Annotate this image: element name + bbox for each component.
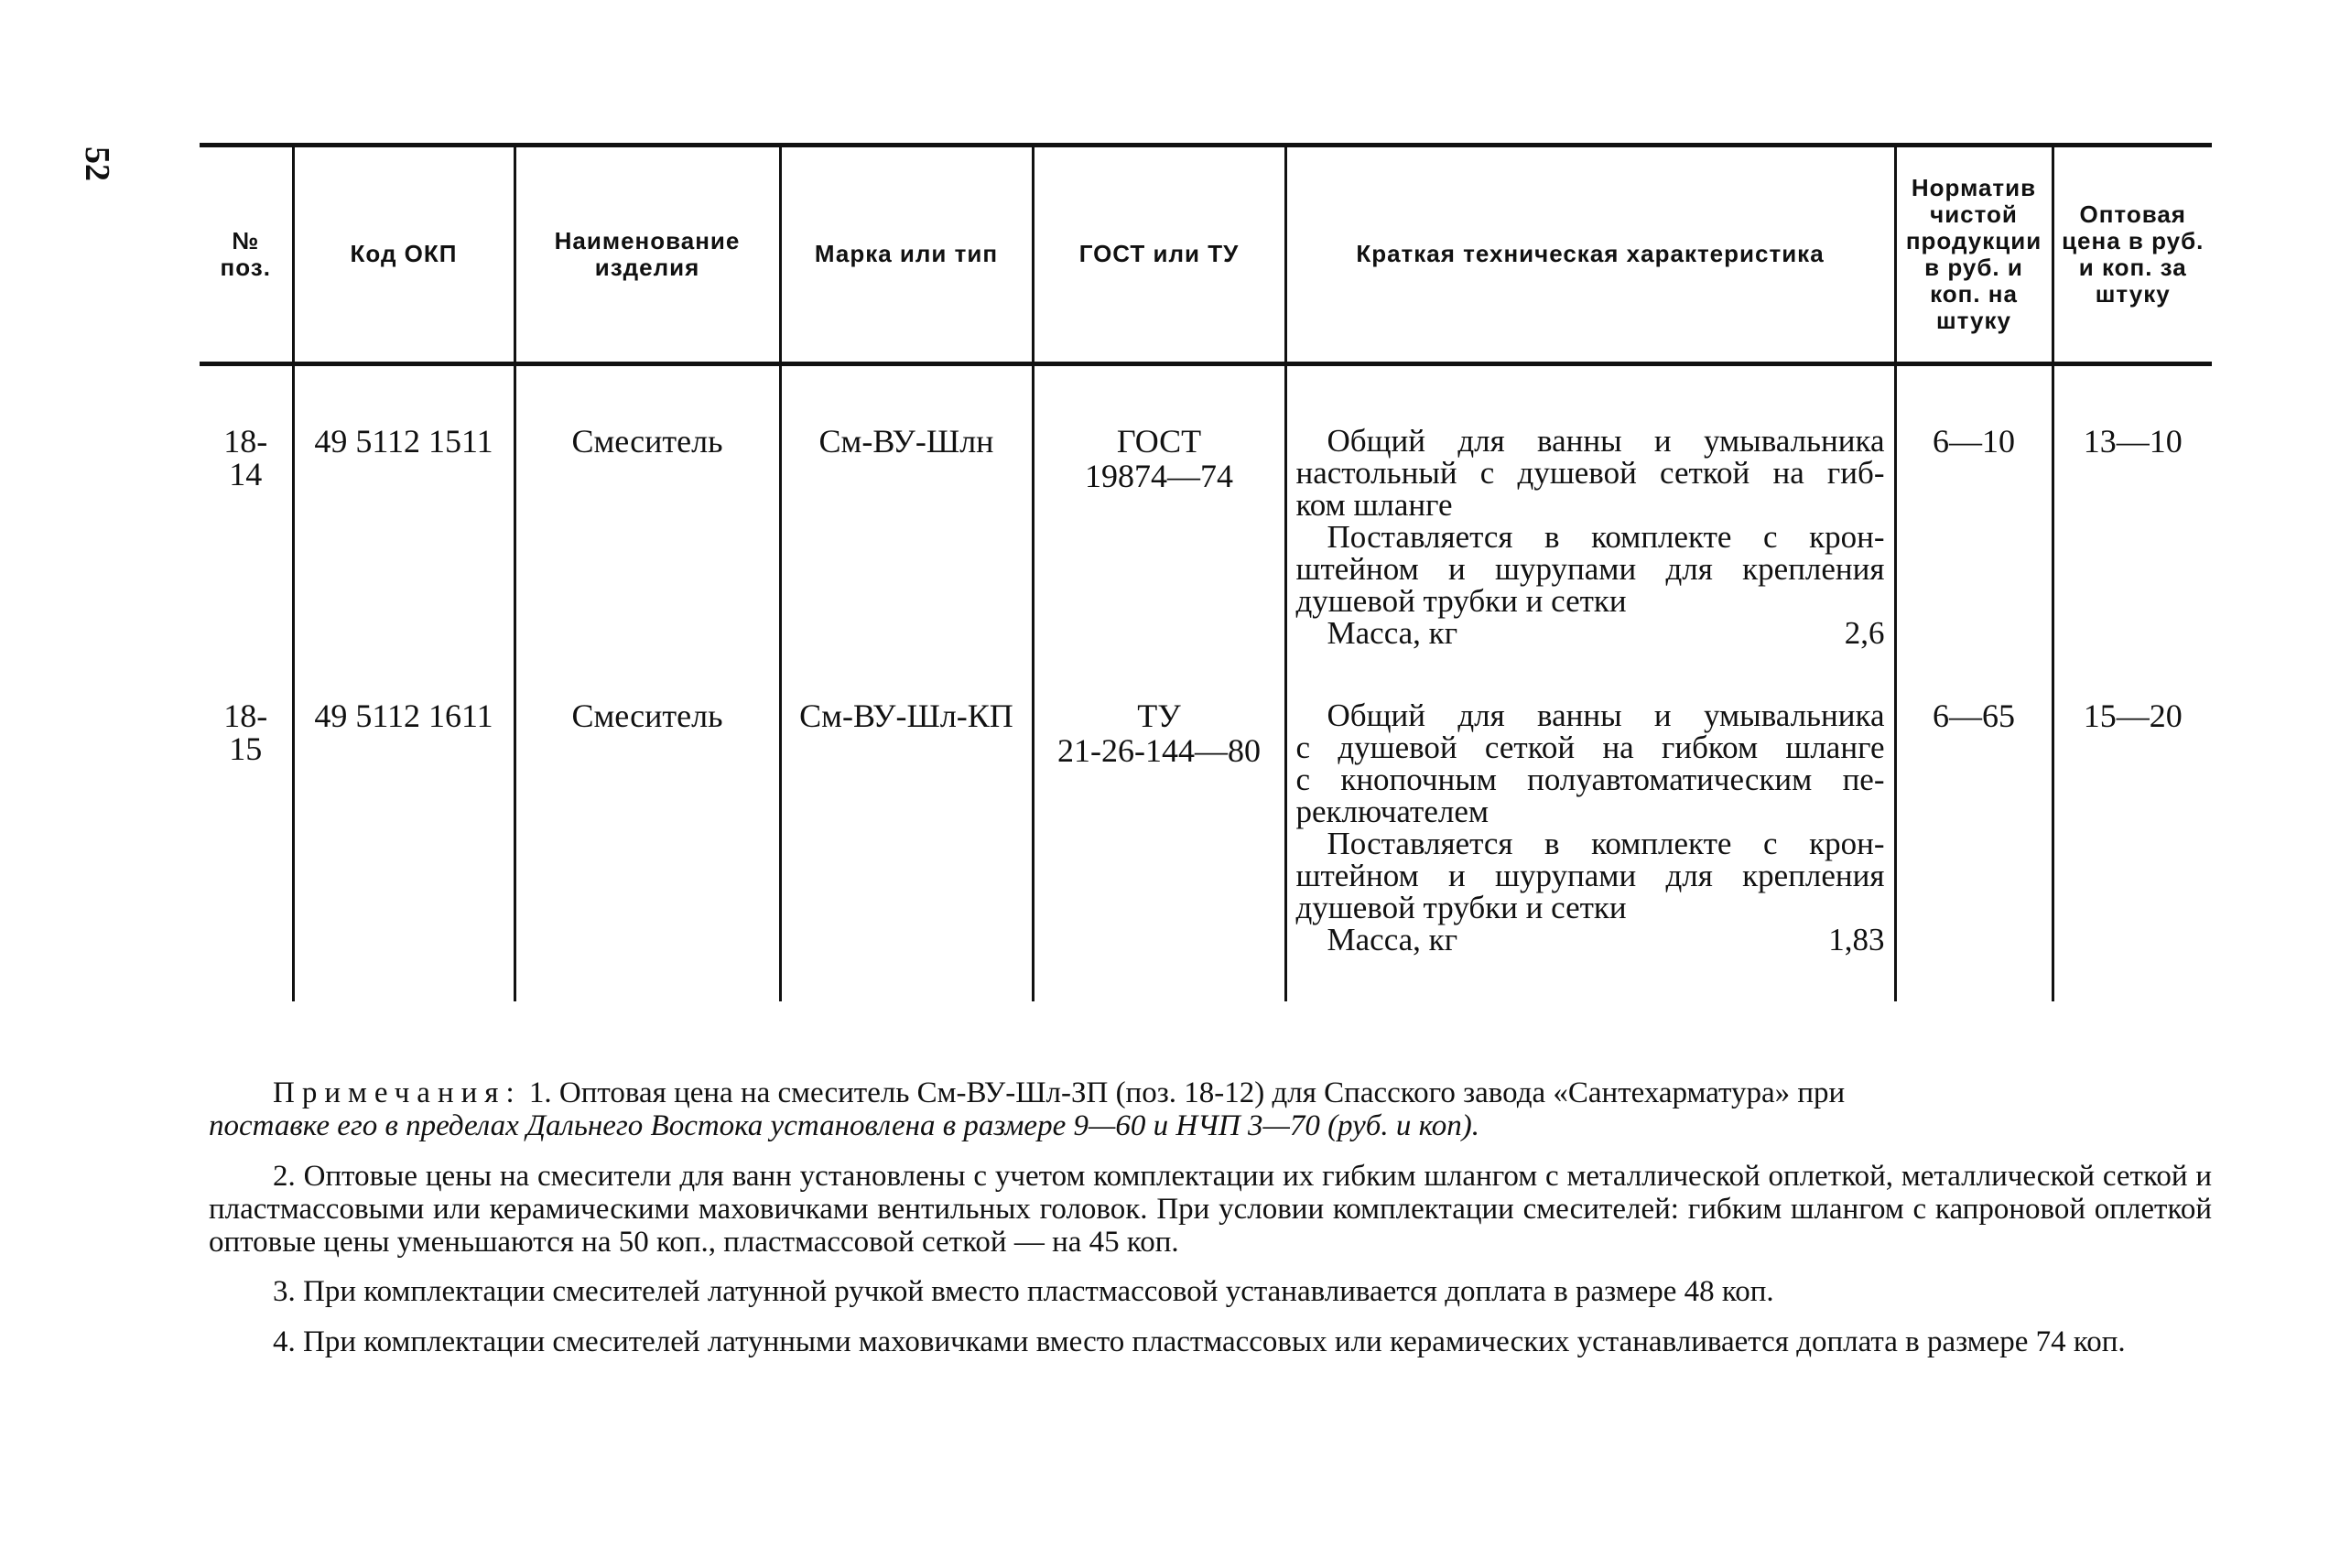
- desc-line: с душевой сеткой на гибком шланге: [1295, 730, 1885, 765]
- mass-line: [1296, 617, 1885, 649]
- cell-norm: 6—65: [1895, 665, 2053, 1001]
- gost-line: ТУ: [1137, 697, 1181, 734]
- notes-title: Примечания:: [273, 1076, 522, 1109]
- header-brand: Марка или тип: [780, 146, 1033, 364]
- desc-line: с кнопочным полуавтоматическим пе-: [1295, 762, 1885, 797]
- header-norm: Норматив чистой продукции в руб. и коп. на штуку: [1895, 146, 2053, 364]
- note-1: [209, 1076, 2212, 1143]
- note-1-text-a: 1. Оптовая цена на смеситель См-ВУ-Шл-ЗП (поз. 18-12) для Спасского завода «Сантехарматура» при: [528, 1076, 1846, 1109]
- note-3: 3. При комплектации смесителей латунной ручкой вместо пластмассовой устанавливается доплата в размере 48 коп.: [273, 1275, 1774, 1309]
- header-name: Наименование изделия: [515, 146, 780, 364]
- page-number: 52: [78, 146, 116, 181]
- desc-line: Поставляется в комплекте с крон-: [1327, 519, 1885, 555]
- cell-name: Смеситель: [515, 665, 780, 1001]
- note-2: 2. Оптовые цены на смесители для ванн установлены с учетом комплектации их гибким шлангом с металлической оплеткой, металлической сеткой и пластмассовыми или керамическими маховичками вентильных головок. При условии комплектации смесителей: гибким шлангом с капроновой оплеткой оптовые цены уменьшаются на 50 коп., пластмассовой сеткой — на 45 коп.: [209, 1159, 2212, 1260]
- mass-value: 1,83: [1828, 922, 1885, 957]
- cell-okp: 49 5112 1511: [293, 364, 515, 665]
- gost-line: 19874—74: [1085, 457, 1233, 494]
- note-4: 4. При комплектации смесителей латунными маховичками вместо пластмассовых или керамических устанавливается доплата в размере 74 коп.: [273, 1325, 2126, 1358]
- cell-brand: См-ВУ-Шлн: [780, 364, 1033, 665]
- gost-line: ГОСТ: [1116, 423, 1202, 460]
- cell-gost: [1033, 364, 1285, 665]
- table-row: [200, 665, 2212, 1001]
- cell-price: 13—10: [2053, 364, 2212, 665]
- cell-num: 18-14: [223, 423, 268, 492]
- desc-line: Общий для ванны и умывальника: [1327, 697, 1885, 733]
- cell-price: 15—20: [2053, 665, 2212, 1001]
- desc-line: реключателем: [1295, 794, 1489, 829]
- cell-brand: См-ВУ-Шл-КП: [780, 665, 1033, 1001]
- desc-line: душевой трубки и сетки: [1295, 583, 1627, 619]
- price-table: [200, 143, 2212, 1001]
- header-desc: Краткая техническая характеристика: [1285, 146, 1895, 364]
- cell-okp: 49 5112 1611: [293, 665, 515, 1001]
- desc-line: настольный с душевой сеткой на гиб-: [1295, 455, 1885, 491]
- table-header-row: [200, 146, 2212, 364]
- desc-line: ком шланге: [1295, 487, 1453, 523]
- header-num: № поз.: [200, 146, 293, 364]
- header-gost: ГОСТ или ТУ: [1033, 146, 1285, 364]
- note-1-text-b: поставке его в пределах Дальнего Востока установлена в размере 9—60 и НЧП 3—70 (руб. и коп).: [209, 1109, 1480, 1143]
- desc-line: Поставляется в комплекте с крон-: [1327, 826, 1885, 861]
- cell-gost: [1033, 665, 1285, 1001]
- cell-num: 18-15: [223, 697, 268, 767]
- gost-line: 21-26-144—80: [1057, 731, 1261, 769]
- mass-value: 2,6: [1844, 615, 1885, 651]
- header-okp: Код ОКП: [293, 146, 515, 364]
- desc-line: штейном и шурупами для крепления: [1295, 551, 1885, 587]
- desc-line: Общий для ванны и умывальника: [1327, 423, 1885, 459]
- table-row: [200, 364, 2212, 665]
- header-price: Оптовая цена в руб. и коп. за штуку: [2053, 146, 2212, 364]
- mass-line: [1296, 924, 1885, 956]
- mass-label: Масса, кг: [1327, 922, 1458, 957]
- mass-label: Масса, кг: [1327, 615, 1458, 651]
- desc-line: штейном и шурупами для крепления: [1295, 858, 1885, 893]
- notes: [209, 1076, 2212, 1375]
- cell-desc: [1285, 364, 1895, 665]
- cell-name: Смеситель: [515, 364, 780, 665]
- cell-norm: 6—10: [1895, 364, 2053, 665]
- cell-desc: [1285, 665, 1895, 1001]
- desc-line: душевой трубки и сетки: [1295, 890, 1627, 925]
